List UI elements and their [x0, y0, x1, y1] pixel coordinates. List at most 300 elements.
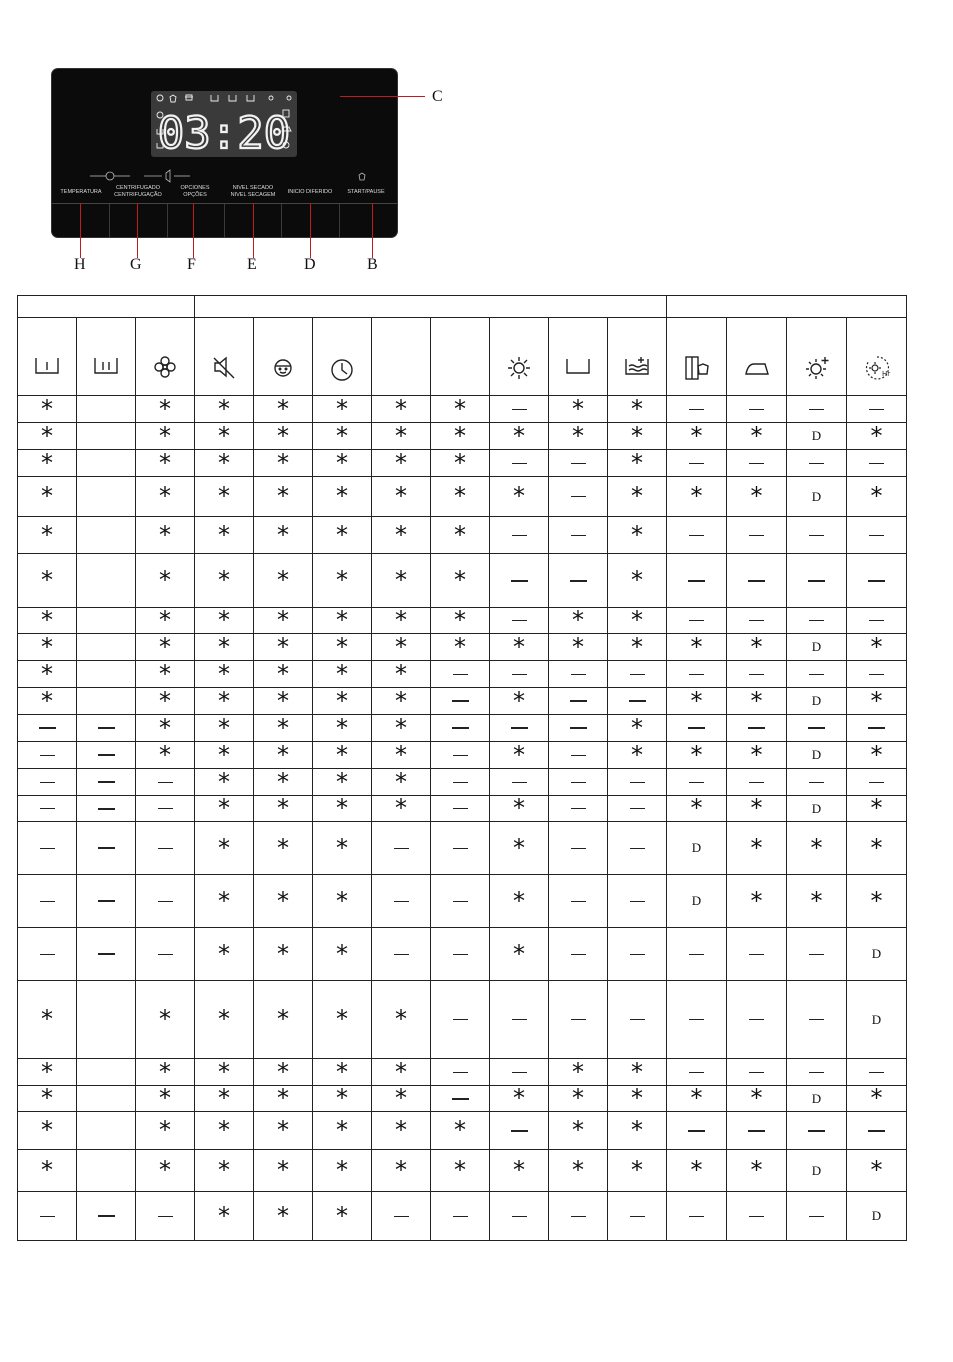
asterisk-mark: *	[870, 794, 883, 822]
table-cell	[313, 517, 372, 554]
table-cell	[136, 796, 195, 822]
table-cell	[490, 661, 549, 688]
d-mark: D	[811, 1090, 822, 1106]
asterisk-mark: *	[159, 448, 171, 477]
asterisk-mark: *	[336, 1084, 348, 1112]
asterisk-mark: *	[395, 686, 407, 715]
table-cell	[490, 608, 549, 634]
table-row	[18, 928, 907, 981]
table-cell	[549, 634, 608, 661]
asterisk-mark: *	[395, 482, 407, 510]
asterisk-mark: *	[513, 686, 525, 715]
table-cell	[727, 1112, 787, 1150]
table-cell	[727, 742, 787, 769]
table-cell	[313, 608, 372, 634]
table-cell	[787, 554, 847, 608]
table-cell	[195, 769, 254, 796]
wardrobe-dry-icon	[683, 354, 711, 382]
dash-mark	[453, 954, 468, 955]
table-cell	[372, 796, 431, 822]
table-cell	[847, 634, 907, 661]
asterisk-mark: *	[218, 833, 230, 862]
dash-mark	[749, 1216, 764, 1217]
table-cell	[313, 822, 372, 875]
table-cell	[787, 396, 847, 423]
table-cell	[608, 1192, 667, 1241]
dash-mark	[512, 782, 527, 783]
table-cell	[77, 423, 136, 450]
asterisk-mark: *	[218, 1201, 230, 1230]
table-cell	[847, 477, 907, 517]
table-cell	[136, 981, 195, 1059]
dash-mark	[748, 1130, 765, 1132]
table-cell	[431, 981, 490, 1059]
table-cell	[787, 1086, 847, 1112]
callout-line-e	[253, 203, 254, 258]
table-cell	[549, 1086, 608, 1112]
table-cell	[431, 661, 490, 688]
table-cell	[254, 1086, 313, 1112]
dash-mark	[809, 535, 824, 536]
table-cell	[136, 822, 195, 875]
group-header-drying	[667, 296, 907, 318]
asterisk-mark: *	[395, 566, 407, 594]
table-cell	[727, 1150, 787, 1192]
table-cell	[136, 517, 195, 554]
table-row	[18, 450, 907, 477]
group-header-options	[195, 296, 667, 318]
table-cell	[254, 1192, 313, 1241]
table-cell	[313, 1192, 372, 1241]
asterisk-mark: *	[218, 421, 230, 450]
table-cell	[431, 477, 490, 517]
dash-mark	[869, 674, 884, 675]
table-cell	[254, 554, 313, 608]
table-cell	[136, 715, 195, 742]
asterisk-mark: *	[750, 886, 763, 915]
header-cell-14	[787, 318, 847, 396]
asterisk-mark: *	[631, 1116, 643, 1144]
table-cell	[431, 769, 490, 796]
table-cell	[254, 796, 313, 822]
asterisk-mark: *	[277, 1116, 289, 1144]
asterisk-mark: *	[395, 394, 407, 423]
dash-mark	[749, 782, 764, 783]
double-tub-icon	[92, 354, 120, 382]
table-cell	[77, 450, 136, 477]
table-cell	[431, 1192, 490, 1241]
table-cell	[727, 875, 787, 928]
callout-letter-d: D	[304, 256, 316, 273]
asterisk-mark: *	[395, 794, 407, 822]
asterisk-mark: *	[690, 686, 703, 715]
dash-mark	[630, 1216, 645, 1217]
table-cell	[787, 688, 847, 715]
table-cell	[18, 875, 77, 928]
table-cell	[549, 1059, 608, 1086]
table-cell	[77, 1059, 136, 1086]
asterisk-mark: *	[336, 448, 348, 477]
asterisk-mark: *	[218, 448, 230, 477]
table-cell	[727, 1059, 787, 1086]
table-cell	[313, 423, 372, 450]
asterisk-mark: *	[395, 1084, 407, 1112]
header-cell-6	[313, 318, 372, 396]
table-cell	[136, 477, 195, 517]
asterisk-mark: *	[750, 1084, 763, 1112]
asterisk-mark: *	[395, 421, 407, 450]
header-cell-3	[136, 318, 195, 396]
lcd-display	[151, 91, 297, 157]
table-cell	[490, 715, 549, 742]
dash-mark	[452, 727, 469, 729]
asterisk-mark: *	[454, 1156, 466, 1184]
table-row	[18, 822, 907, 875]
asterisk-mark: *	[870, 421, 883, 450]
table-cell	[667, 1192, 727, 1241]
dash-mark	[689, 463, 704, 464]
table-cell	[667, 1086, 727, 1112]
start-pause-button[interactable]	[340, 204, 397, 237]
dash-mark	[158, 808, 173, 809]
asterisk-mark: *	[631, 1156, 643, 1184]
asterisk-mark: *	[631, 740, 643, 769]
asterisk-mark: *	[454, 421, 466, 450]
table-cell	[847, 517, 907, 554]
asterisk-mark: *	[159, 659, 171, 688]
table-cell	[195, 688, 254, 715]
asterisk-mark: *	[277, 606, 289, 634]
table-cell	[549, 769, 608, 796]
asterisk-mark: *	[572, 1116, 584, 1144]
dash-mark	[158, 1216, 173, 1217]
table-cell	[254, 742, 313, 769]
callout-letter-b: B	[367, 256, 378, 273]
asterisk-mark: *	[454, 520, 466, 549]
asterisk-mark: *	[631, 566, 643, 594]
table-row	[18, 554, 907, 608]
dash-mark	[571, 755, 586, 756]
table-cell	[847, 450, 907, 477]
table-cell	[18, 796, 77, 822]
table-row	[18, 1059, 907, 1086]
asterisk-mark: *	[395, 632, 407, 661]
dash-mark	[570, 580, 587, 582]
dash-mark	[571, 848, 586, 849]
dash-mark	[453, 848, 468, 849]
table-cell	[490, 634, 549, 661]
table-cell	[549, 477, 608, 517]
dash-mark	[512, 1019, 527, 1020]
table-cell	[667, 554, 727, 608]
dash-mark	[571, 496, 586, 497]
dash-mark	[689, 409, 704, 410]
dash-mark	[869, 409, 884, 410]
table-cell	[372, 1112, 431, 1150]
asterisk-mark: *	[336, 939, 348, 968]
table-cell	[372, 928, 431, 981]
callout-line-h	[80, 203, 81, 258]
table-row	[18, 661, 907, 688]
asterisk-mark: *	[336, 1116, 348, 1144]
asterisk-mark: *	[336, 1156, 348, 1184]
table-cell	[77, 1086, 136, 1112]
dash-mark	[749, 954, 764, 955]
table-cell	[18, 608, 77, 634]
dash-mark	[158, 901, 173, 902]
dash-mark	[689, 1072, 704, 1073]
dash-mark	[809, 1072, 824, 1073]
table-cell	[608, 477, 667, 517]
table-cell	[313, 634, 372, 661]
asterisk-mark: *	[750, 794, 763, 822]
table-cell	[195, 1192, 254, 1241]
dash-mark	[688, 580, 705, 582]
dash-mark	[809, 620, 824, 621]
asterisk-mark: *	[277, 421, 289, 450]
asterisk-mark: *	[454, 566, 466, 594]
sun-icon	[505, 354, 533, 382]
table-cell	[490, 477, 549, 517]
table-cell	[313, 477, 372, 517]
table-cell	[195, 1112, 254, 1150]
dash-mark	[40, 755, 55, 756]
table-cell	[847, 981, 907, 1059]
spin-button[interactable]	[110, 204, 167, 237]
table-cell	[372, 715, 431, 742]
sun-plus-icon	[803, 354, 831, 382]
table-row	[18, 796, 907, 822]
dash-mark	[869, 782, 884, 783]
table-cell	[490, 1112, 549, 1150]
timer-icon	[157, 95, 163, 101]
dash-mark	[158, 848, 173, 849]
asterisk-mark: *	[336, 482, 348, 510]
table-cell	[18, 450, 77, 477]
dash-mark	[98, 1215, 115, 1217]
table-cell	[608, 608, 667, 634]
dash-mark	[809, 1216, 824, 1217]
table-cell	[431, 742, 490, 769]
table-cell	[136, 1150, 195, 1192]
table-cell	[787, 1059, 847, 1086]
table-cell	[136, 450, 195, 477]
dash-mark	[570, 727, 587, 729]
asterisk-mark: *	[336, 421, 348, 450]
asterisk-mark: *	[513, 833, 525, 862]
asterisk-mark: *	[454, 1116, 466, 1144]
table-cell	[608, 981, 667, 1059]
table-cell	[667, 608, 727, 634]
dash-mark	[511, 727, 528, 729]
table-cell	[490, 1150, 549, 1192]
d-mark: D	[691, 893, 702, 908]
table-cell	[431, 450, 490, 477]
table-row	[18, 875, 907, 928]
table-cell	[490, 928, 549, 981]
asterisk-mark: *	[870, 1084, 883, 1112]
asterisk-mark: *	[631, 606, 643, 634]
table-cell	[490, 450, 549, 477]
asterisk-mark: *	[218, 939, 230, 968]
asterisk-mark: *	[513, 740, 525, 769]
asterisk-mark: *	[41, 1116, 53, 1144]
asterisk-mark: *	[159, 686, 171, 715]
table-cell	[18, 554, 77, 608]
dash-mark	[39, 727, 56, 729]
callout-line-d	[310, 203, 311, 258]
header-cell-13	[727, 318, 787, 396]
table-cell	[549, 396, 608, 423]
table-cell	[136, 396, 195, 423]
header-cell-4	[195, 318, 254, 396]
table-cell	[847, 928, 907, 981]
asterisk-mark: *	[41, 1057, 53, 1086]
asterisk-mark: *	[870, 740, 883, 769]
asterisk-mark: *	[159, 713, 171, 742]
table-cell	[136, 875, 195, 928]
asterisk-mark: *	[690, 1084, 703, 1112]
table-cell	[372, 1150, 431, 1192]
dash-mark	[511, 1130, 528, 1132]
table-cell	[18, 928, 77, 981]
table-cell	[490, 875, 549, 928]
group-header-row	[18, 296, 907, 318]
table-cell	[372, 450, 431, 477]
table-cell	[490, 1086, 549, 1112]
table-cell	[313, 742, 372, 769]
asterisk-mark: *	[336, 886, 348, 915]
asterisk-mark: *	[41, 566, 53, 594]
table-cell	[490, 1059, 549, 1086]
dash-mark	[809, 782, 824, 783]
sun-small-icon-2	[287, 96, 291, 100]
dash-mark	[749, 674, 764, 675]
dash-mark	[869, 535, 884, 536]
table-cell	[667, 715, 727, 742]
table-cell	[136, 423, 195, 450]
table-cell	[254, 396, 313, 423]
table-cell	[136, 1192, 195, 1241]
table-cell	[847, 742, 907, 769]
table-cell	[313, 450, 372, 477]
table-cell	[667, 517, 727, 554]
asterisk-mark: *	[631, 394, 643, 423]
table-cell	[727, 396, 787, 423]
table-cell	[77, 517, 136, 554]
asterisk-mark: *	[750, 740, 763, 769]
asterisk-mark: *	[218, 1057, 230, 1086]
table-cell	[136, 769, 195, 796]
table-cell	[431, 608, 490, 634]
table-cell	[667, 742, 727, 769]
table-cell	[313, 981, 372, 1059]
dash-mark	[689, 674, 704, 675]
dash-mark	[571, 1019, 586, 1020]
asterisk-mark: *	[277, 794, 289, 822]
table-cell	[372, 396, 431, 423]
table-cell	[254, 477, 313, 517]
table-cell	[77, 396, 136, 423]
table-cell	[549, 1192, 608, 1241]
table-cell	[313, 928, 372, 981]
table-cell	[727, 634, 787, 661]
dash-mark	[158, 954, 173, 955]
table-cell	[18, 742, 77, 769]
table-cell	[18, 769, 77, 796]
table-cell	[727, 1192, 787, 1241]
asterisk-mark: *	[277, 520, 289, 549]
callout-letter-f: F	[187, 256, 196, 273]
asterisk-mark: *	[631, 1084, 643, 1112]
table-cell	[254, 517, 313, 554]
table-cell	[195, 1150, 254, 1192]
dash-mark	[809, 674, 824, 675]
table-cell	[787, 423, 847, 450]
table-cell	[18, 477, 77, 517]
table-cell	[787, 822, 847, 875]
asterisk-mark: *	[870, 482, 883, 510]
table-cell	[77, 1192, 136, 1241]
asterisk-mark: *	[395, 740, 407, 769]
asterisk-mark: *	[41, 520, 53, 549]
dash-mark	[453, 782, 468, 783]
table-cell	[18, 396, 77, 423]
table-cell	[847, 608, 907, 634]
dash-mark	[630, 954, 645, 955]
table-cell	[313, 769, 372, 796]
table-cell	[254, 688, 313, 715]
table-cell	[608, 450, 667, 477]
dash-mark	[571, 782, 586, 783]
table-cell	[431, 1112, 490, 1150]
asterisk-mark: *	[159, 482, 171, 510]
table-cell	[549, 1150, 608, 1192]
dash-mark	[749, 535, 764, 536]
asterisk-mark: *	[336, 1201, 348, 1230]
asterisk-mark: *	[159, 1057, 171, 1086]
table-row	[18, 769, 907, 796]
asterisk-mark: *	[159, 1116, 171, 1144]
table-cell	[608, 928, 667, 981]
table-row	[18, 1192, 907, 1241]
header-cell-9	[490, 318, 549, 396]
options-button[interactable]	[168, 204, 224, 237]
asterisk-mark: *	[277, 713, 289, 742]
table-cell	[431, 396, 490, 423]
wool-icon	[185, 95, 193, 100]
asterisk-mark: *	[454, 606, 466, 634]
iron-icon	[743, 354, 771, 382]
asterisk-mark: *	[336, 1005, 348, 1033]
table-cell	[195, 1086, 254, 1112]
asterisk-mark: *	[218, 713, 230, 742]
dash-mark	[869, 463, 884, 464]
table-cell	[608, 423, 667, 450]
table-cell	[608, 1150, 667, 1192]
asterisk-mark: *	[218, 520, 230, 549]
asterisk-mark: *	[218, 632, 230, 661]
asterisk-mark: *	[41, 659, 53, 688]
table-cell	[372, 517, 431, 554]
asterisk-mark: *	[218, 566, 230, 594]
header-cell-8	[431, 318, 490, 396]
dash-mark	[452, 1098, 469, 1100]
svg-text:Hr: Hr	[881, 370, 890, 378]
table-cell	[667, 1150, 727, 1192]
dash-mark	[809, 1019, 824, 1020]
table-cell	[136, 608, 195, 634]
